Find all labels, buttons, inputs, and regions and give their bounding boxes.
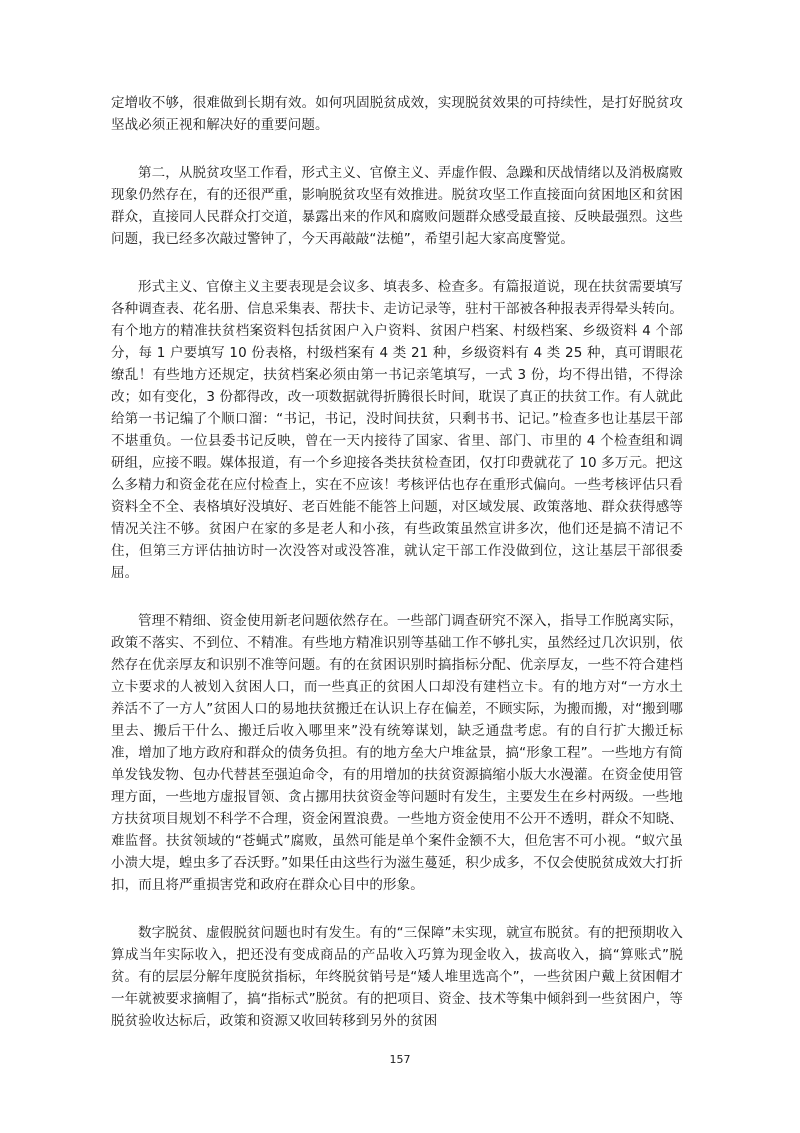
page-number: 157 bbox=[389, 1053, 411, 1066]
paragraph-continuation: 定增收不够，很难做到长期有效。如何巩固脱贫成效，实现脱贫效果的可持续性，是打好脱贫攻坚战必须正视和解决好的重要问题。 bbox=[111, 95, 683, 133]
paragraph-work-issues: 第二，从脱贫攻坚工作看，形式主义、官僚主义、弄虚作假、急躁和厌战情绪以及消极腐败现象仍然存在，有的还很严重，影响脱贫攻坚有效推进。脱贫攻坚工作直接面向贫困地区和贫困群众，直接同人民群众打交道，暴露出来的作风和腐败问题群众感受最直接、反映最强烈。这些问题，我已经多次敲过警钟了，今天再敲敲“法槌”，希望引起大家高度警觉。 bbox=[111, 165, 683, 247]
paragraph-management: 管理不精细、资金使用新老问题依然存在。一些部门调查研究不深入，指导工作脱离实际，政策不落实、不到位、不精准。有些地方精准识别等基础工作不够扎实，虽然经过几次识别，依然存在优亲厚友和识别不准等问题。有的在贫困识别时搞指标分配、优亲厚友，一些不符合建档立卡要求的人被划入贫困人口，而一些真正的贫困人口却没有建档立卡。有的地方对“一方水土养活不了一方人”贫困人口的易地扶贫搬迁在认识上存在偏差，不顾实际，为搬而搬，对“搬到哪里去、搬后干什么、搬迁后收入哪里来”没有统筹谋划，缺乏通盘考虑。有的自行扩大搬迁标准，增加了地方政府和群众的债务负担。有的地方垒大户堆盆景，搞“形象工程”。一些地方有简单发钱发物、包办代替甚至强迫命令，有的用增加的扶贫资源搞缩小版大水漫灌。在资金使用管理方面，一些地方虚报冒领、贪占挪用扶贫资金等问题时有发生，主要发生在乡村两级。一些地方扶贫项目规划不科学不合理，资金闲置浪费。一些地方资金使用不公开不透明，群众不知晓、难监督。扶贫领域的“苍蝇式”腐败，虽然可能是单个案件金额不大，但危害不可小视。“蚁穴虽小溃大堤，蝗虫多了吞沃野。”如果任由这些行为滋生蔓延，积少成多，不仅会使脱贫成效大打折扣，而且将严重损害党和政府在群众心目中的形象。 bbox=[111, 613, 683, 893]
paragraph-false-poverty-relief: 数字脱贫、虚假脱贫问题也时有发生。有的“三保障”未实现，就宣布脱贫。有的把预期收入算成当年实际收入，把还没有变成商品的产品收入巧算为现金收入，拔高收入，搞“算账式”脱贫。有的层层分解年度脱贫指标，年终脱贫销号是“矮人堆里选高个”，一些贫困户戴上贫困帽才一年就被要求摘帽了，搞“指标式”脱贫。有的把项目、资金、技术等集中倾斜到一些贫困户，等脱贫验收达标后，政策和资源又收回转移到另外的贫困 bbox=[111, 925, 683, 1029]
paragraph-formalism: 形式主义、官僚主义主要表现是会议多、填表多、检查多。有篇报道说，现在扶贫需要填写各种调查表、花名册、信息采集表、帮扶卡、走访记录等，驻村干部被各种报表弄得晕头转向。有个地方的精准扶贫档案资料包括贫困户入户资料、贫困户档案、村级档案、乡级资料 4 个部分，每 1 户要填写 10 份表格，村级档案有 4 类 21 种，乡级资料有 4 类 25 种，真可谓眼花缭乱！有些地方还规定，扶贫档案必须由第一书记亲笔填写，一式 3 份，均不得出错，不得涂改；如有变化，3 份都得改，改一项数据就得折腾很长时间，耽误了真正的扶贫工作。有人就此给第一书记编了个顺口溜：“书记，书记，没时间扶贫，只剩书书、记记。”检查多也让基层干部不堪重负。一位县委书记反映，曾在一天内接待了国家、省里、部门、市里的 4 个检查组和调研组，应接不暇。媒体报道，有一个乡迎接各类扶贫检查团，仅打印费就花了 10 多万元。把这么多精力和资金花在应付检查上，实在不应该！考核评估也存在重形式偏向。一些考核评估只看资料全不全、表格填好没填好、老百姓能不能答上问题，对区域发展、政策落地、群众获得感等情况关注不够。贫困户在家的多是老人和小孩，有些政策虽然宣讲多次，他们还是搞不清记不住，但第三方评估抽访时一次没答对或没答准，就认定干部工作没做到位，这让基层干部很委屈。 bbox=[111, 279, 683, 581]
body-text bbox=[111, 92, 683, 1058]
